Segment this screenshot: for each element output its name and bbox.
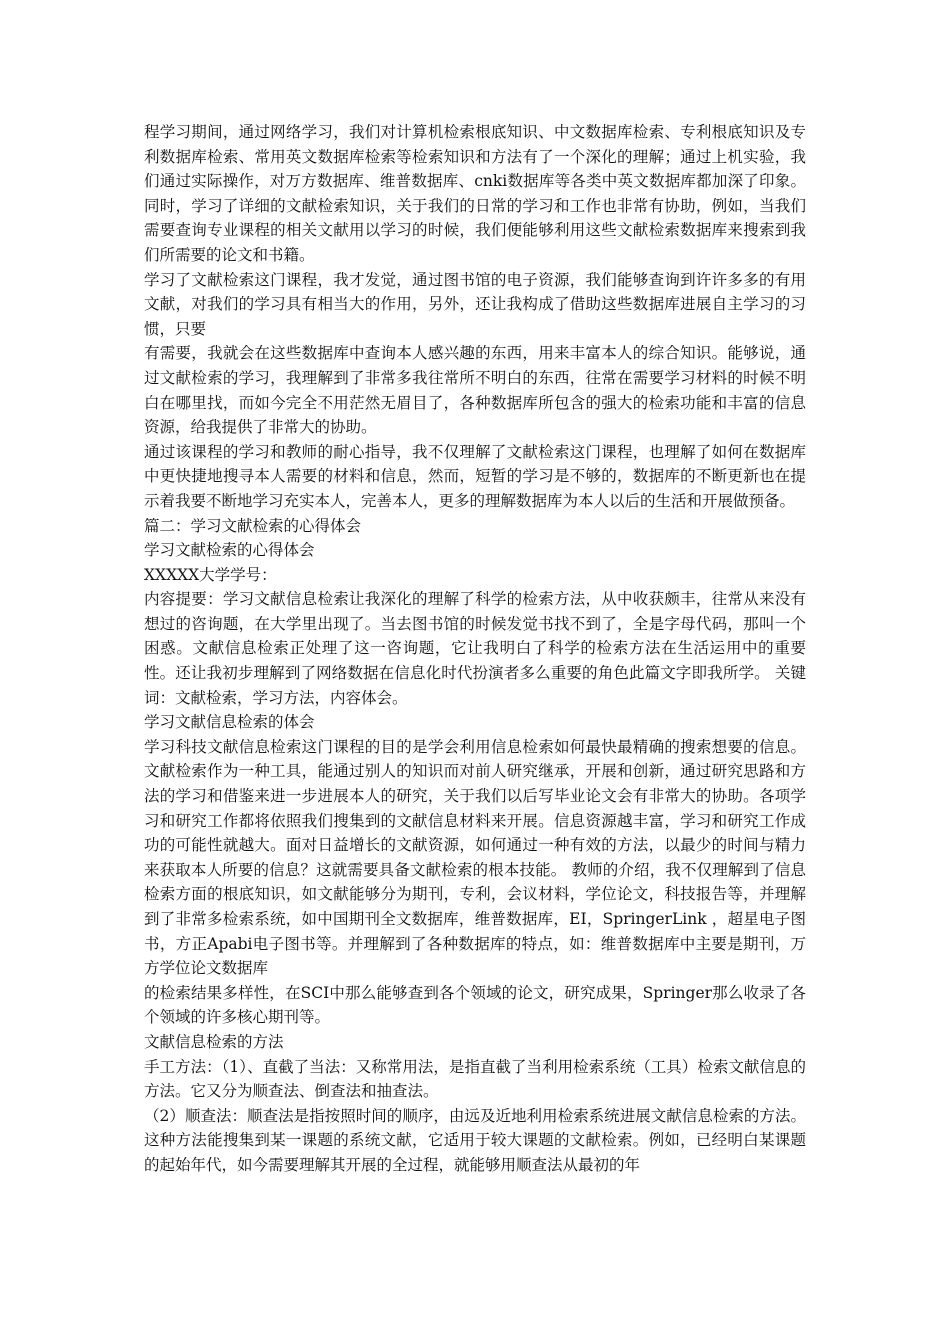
paragraph-retrieval-results: 的检索结果多样性，在SCI中那么能够查到各个领域的论文，研究成果，Springer那么收录了各个领域的许多核心期刊等。	[144, 983, 806, 1027]
paragraph-4: 通过该课程的学习和教师的耐心指导，我不仅理解了文献检索这门课程，也理解了如何在数据库中更快捷地搜寻本人需要的材料和信息，然而，短暂的学习是不够的，数据库的不断更新也在提示着我要不断地学习充实本人，完善本人，更多的理解数据库为本人以后的生活和开展做预备。	[144, 442, 806, 510]
paragraph-1: 程学习期间，通过网络学习，我们对计算机检索根底知识、中文数据库检索、专利根底知识及专利数据库检索、常用英文数据库检索等检索知识和方法有了一个深化的理解；通过上机实验，我们通过实际操作，对万方数据库、维普数据库、cnki数据库等各类中英文数据库都加深了印象。同时，学习了详细的文献检索知识，关于我们的日常的学习和工作也非常有协助，例如，当我们需要查询专业课程的相关文献用以学习的时候，我们便能够利用这些文献检索数据库来搜索到我们所需要的论文和书籍。	[144, 123, 806, 264]
abstract-paragraph: 内容提要：学习文献信息检索让我深化的理解了科学的检索方法，从中收获颇丰，往常从来没有想过的咨询题，在大学里出现了。当去图书馆的时候发觉书找不到了，全是字母代码，那叫一个困惑。文献信息检索正处理了这一咨询题，它让我明白了科学的检索方法在生活运用中的重要性。还让我初步理解到了网络数据在信息化时代扮演者多么重要的角色此篇文字即我所学。 关键词：文献检索，学习方法，内容体会。	[144, 590, 806, 707]
subheading-methods: 文献信息检索的方法	[144, 1032, 284, 1051]
paragraph-sequential-method: （2）顺查法：顺查法是指按照时间的顺序，由远及近地利用检索系统进展文献信息检索的方法。这种方法能搜集到某一课题的系统文献，它适用于较大课题的文献检索。例如，已经明白某课题的起始年代，如今需要理解其开展的全过程，就能够用顺查法从最初的年	[144, 1106, 806, 1174]
subheading-experience: 学习文献信息检索的体会	[144, 713, 315, 732]
author-line: XXXXX大学学号：	[144, 565, 277, 584]
paragraph-manual-method: 手工方法：（1）、直截了当法：又称常用法，是指直截了当利用检索系统（工具）检索文献信息的方法。它又分为顺查法、倒查法和抽查法。	[144, 1057, 806, 1101]
section-heading-part-two: 篇二：学习文献检索的心得体会	[144, 516, 362, 535]
document-body	[144, 120, 806, 1178]
paragraph-course-purpose: 学习科技文献信息检索这门课程的目的是学会利用信息检索如何最快最精确的搜索想要的信息。文献检索作为一种工具，能通过别人的知识而对前人研究继承，开展和创新，通过研究思路和方法的学习和借鉴来进一步进展本人的研究，关于我们以后写毕业论文会有非常大的协助。各项学习和研究工作都将依照我们搜集到的文献信息材料来开展。信息资源越丰富，学习和研究工作成功的可能性就越大。面对日益增长的文献资源，如何通过一种有效的方法，以最少的时间与精力来获取本人所要的信息？这就需要具备文献检索的根本技能。 教师的介绍，我不仅理解到了信息检索方面的根底知识，如文献能够分为期刊，专利，会议材料，学位论文，科技报告等，并理解到了非常多检索系统，如中国期刊全文数据库，维普数据库，EI，SpringerLink ，超星电子图书，方正Apabi电子图书等。并理解到了各种数据库的特点，如：维普数据库中主要是期刊，万方学位论文数据库	[144, 737, 806, 978]
paragraph-2: 学习了文献检索这门课程，我才发觉，通过图书馆的电子资源，我们能够查询到许许多多的有用文献，对我们的学习具有相当大的作用，另外，还让我构成了借助这些数据库进展自主学习的习惯，只要	[144, 270, 806, 338]
paragraph-3: 有需要，我就会在这些数据库中查询本人感兴趣的东西，用来丰富本人的综合知识。能够说，通过文献检索的学习，我理解到了非常多我往常所不明白的东西，往常在需要学习材料的时候不明白在哪里找，而如今完全不用茫然无眉目了，各种数据库所包含的强大的检索功能和丰富的信息资源，给我提供了非常大的协助。	[144, 344, 806, 437]
article-title: 学习文献检索的心得体会	[144, 541, 315, 560]
